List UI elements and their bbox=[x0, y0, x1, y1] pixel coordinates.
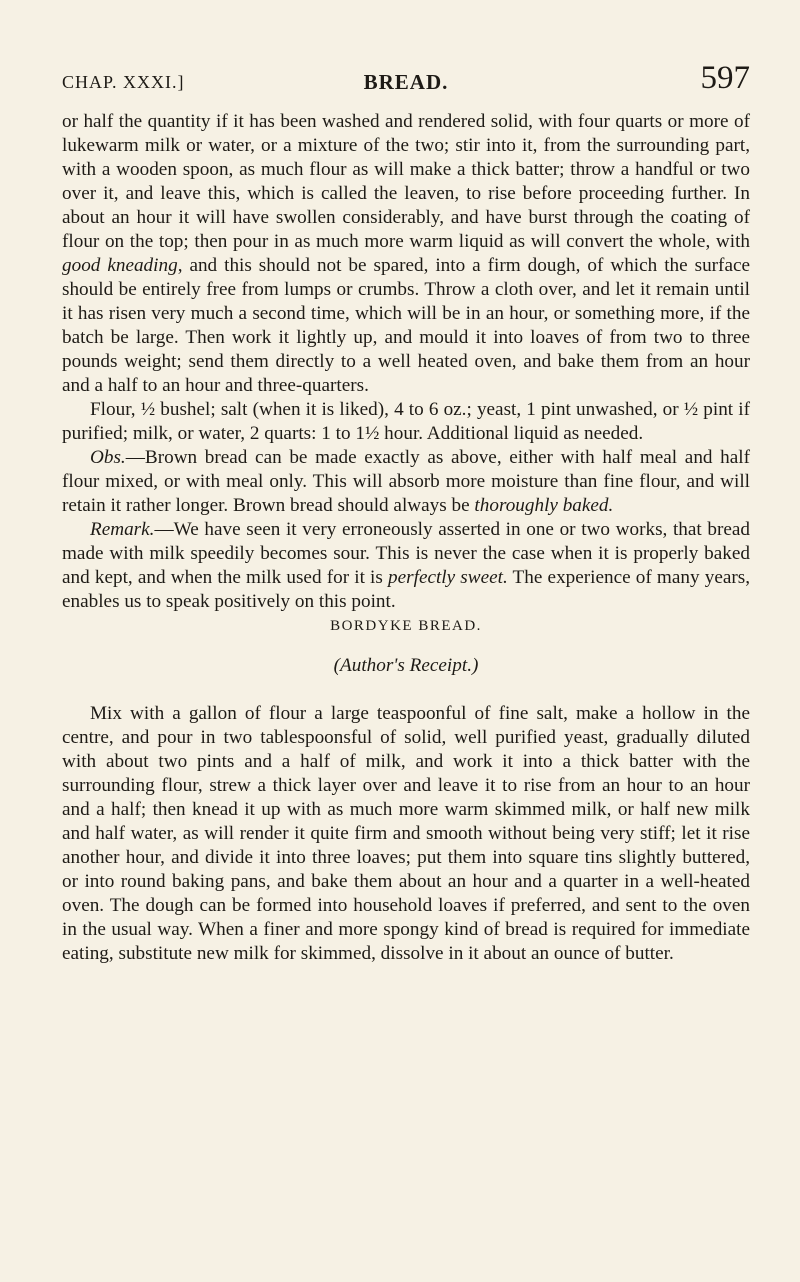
paragraph-remark bbox=[62, 518, 750, 614]
text-run: , and this should not be spared, into a firm dough, of which the surface should be entirely free from lumps or crumbs. Throw a cloth over, and let it remain until it has risen very much a second time, which will be in an hour, or something more, if the batch be large. Then work it lightly up, and mould it into loaves of from two to three pounds weight; send them directly to a well heated oven, and bake them from an hour and a half to an hour and three-quarters. bbox=[62, 255, 750, 396]
emphasis: thoroughly baked. bbox=[474, 495, 614, 516]
page-body bbox=[62, 110, 750, 966]
text-run: —We have seen it very erroneously asserted in one or two works, that bread made with milk speedily becomes sour. This is never the case when it is properly baked and kept, and when the milk used for it is bbox=[62, 519, 750, 588]
paragraph-obs bbox=[62, 446, 750, 518]
page-title: BREAD. bbox=[363, 70, 449, 94]
paragraph-quantities: Flour, ½ bushel; salt (when it is liked), 4 to 6 oz.; yeast, 1 pint unwashed, or ½ pint if purified; milk, or water, 2 quarts: 1 to 1½ hour. Additional liquid as needed. bbox=[62, 399, 750, 444]
obs-label: Obs. bbox=[90, 447, 126, 468]
page-number: 597 bbox=[700, 60, 750, 96]
section-subtitle: (Author's Receipt.) bbox=[333, 655, 479, 676]
paragraph-leaven bbox=[62, 110, 750, 398]
remark-label: Remark. bbox=[90, 519, 155, 540]
text-run: The experience of many years, enables us to speak positively on this point. bbox=[62, 567, 751, 612]
text-run: —Brown bread can be made exactly as above, either with half meal and half flour mixed, or with meal only. This will absorb more moisture than fine flour, and will retain it rather longer. Brown bread should always be bbox=[62, 447, 750, 516]
emphasis: perfectly sweet. bbox=[388, 567, 508, 588]
emphasis: good kneading bbox=[62, 255, 178, 276]
text-run: or half the quantity if it has been washed and rendered solid, with four quarts or more of lukewarm milk or water, or a mixture of the two; stir into it, from the surrounding part, with a wooden spoon, as much flour as will make a thick batter; throw a handful or two over it, and leave this, which is called the leaven, to rise before proceeding further. In about an hour it will have swollen considerably, and have burst through the coating of flour on the top; then pour in as much more warm liquid as will convert the whole, with bbox=[62, 111, 750, 252]
running-header bbox=[62, 60, 750, 104]
chapter-label: CHAP. XXXI.] bbox=[62, 72, 185, 92]
section-heading: BORDYKE BREAD. bbox=[330, 618, 482, 634]
paragraph-bordyke: Mix with a gallon of flour a large teaspoonful of fine salt, make a hollow in the centre, and pour in two tablespoonsful of solid, well purified yeast, gradually diluted with about two pints and a half of milk, and work it into a thick batter with the surrounding flour, strew a thick layer over and leave it to rise from an hour to an hour and a half; then knead it up with as much more warm skimmed milk, or half new milk and half water, as will render it quite firm and smooth without being very stiff; let it rise another hour, and divide it into three loaves; put them into square tins slightly buttered, or into round baking pans, and bake them about an hour and a quarter in a well-heated oven. The dough can be formed into household loaves if preferred, and sent to the oven in the usual way. When a finer and more spongy kind of bread is required for immediate eating, substitute new milk for skimmed, dissolve in it about an ounce of butter. bbox=[62, 703, 750, 964]
